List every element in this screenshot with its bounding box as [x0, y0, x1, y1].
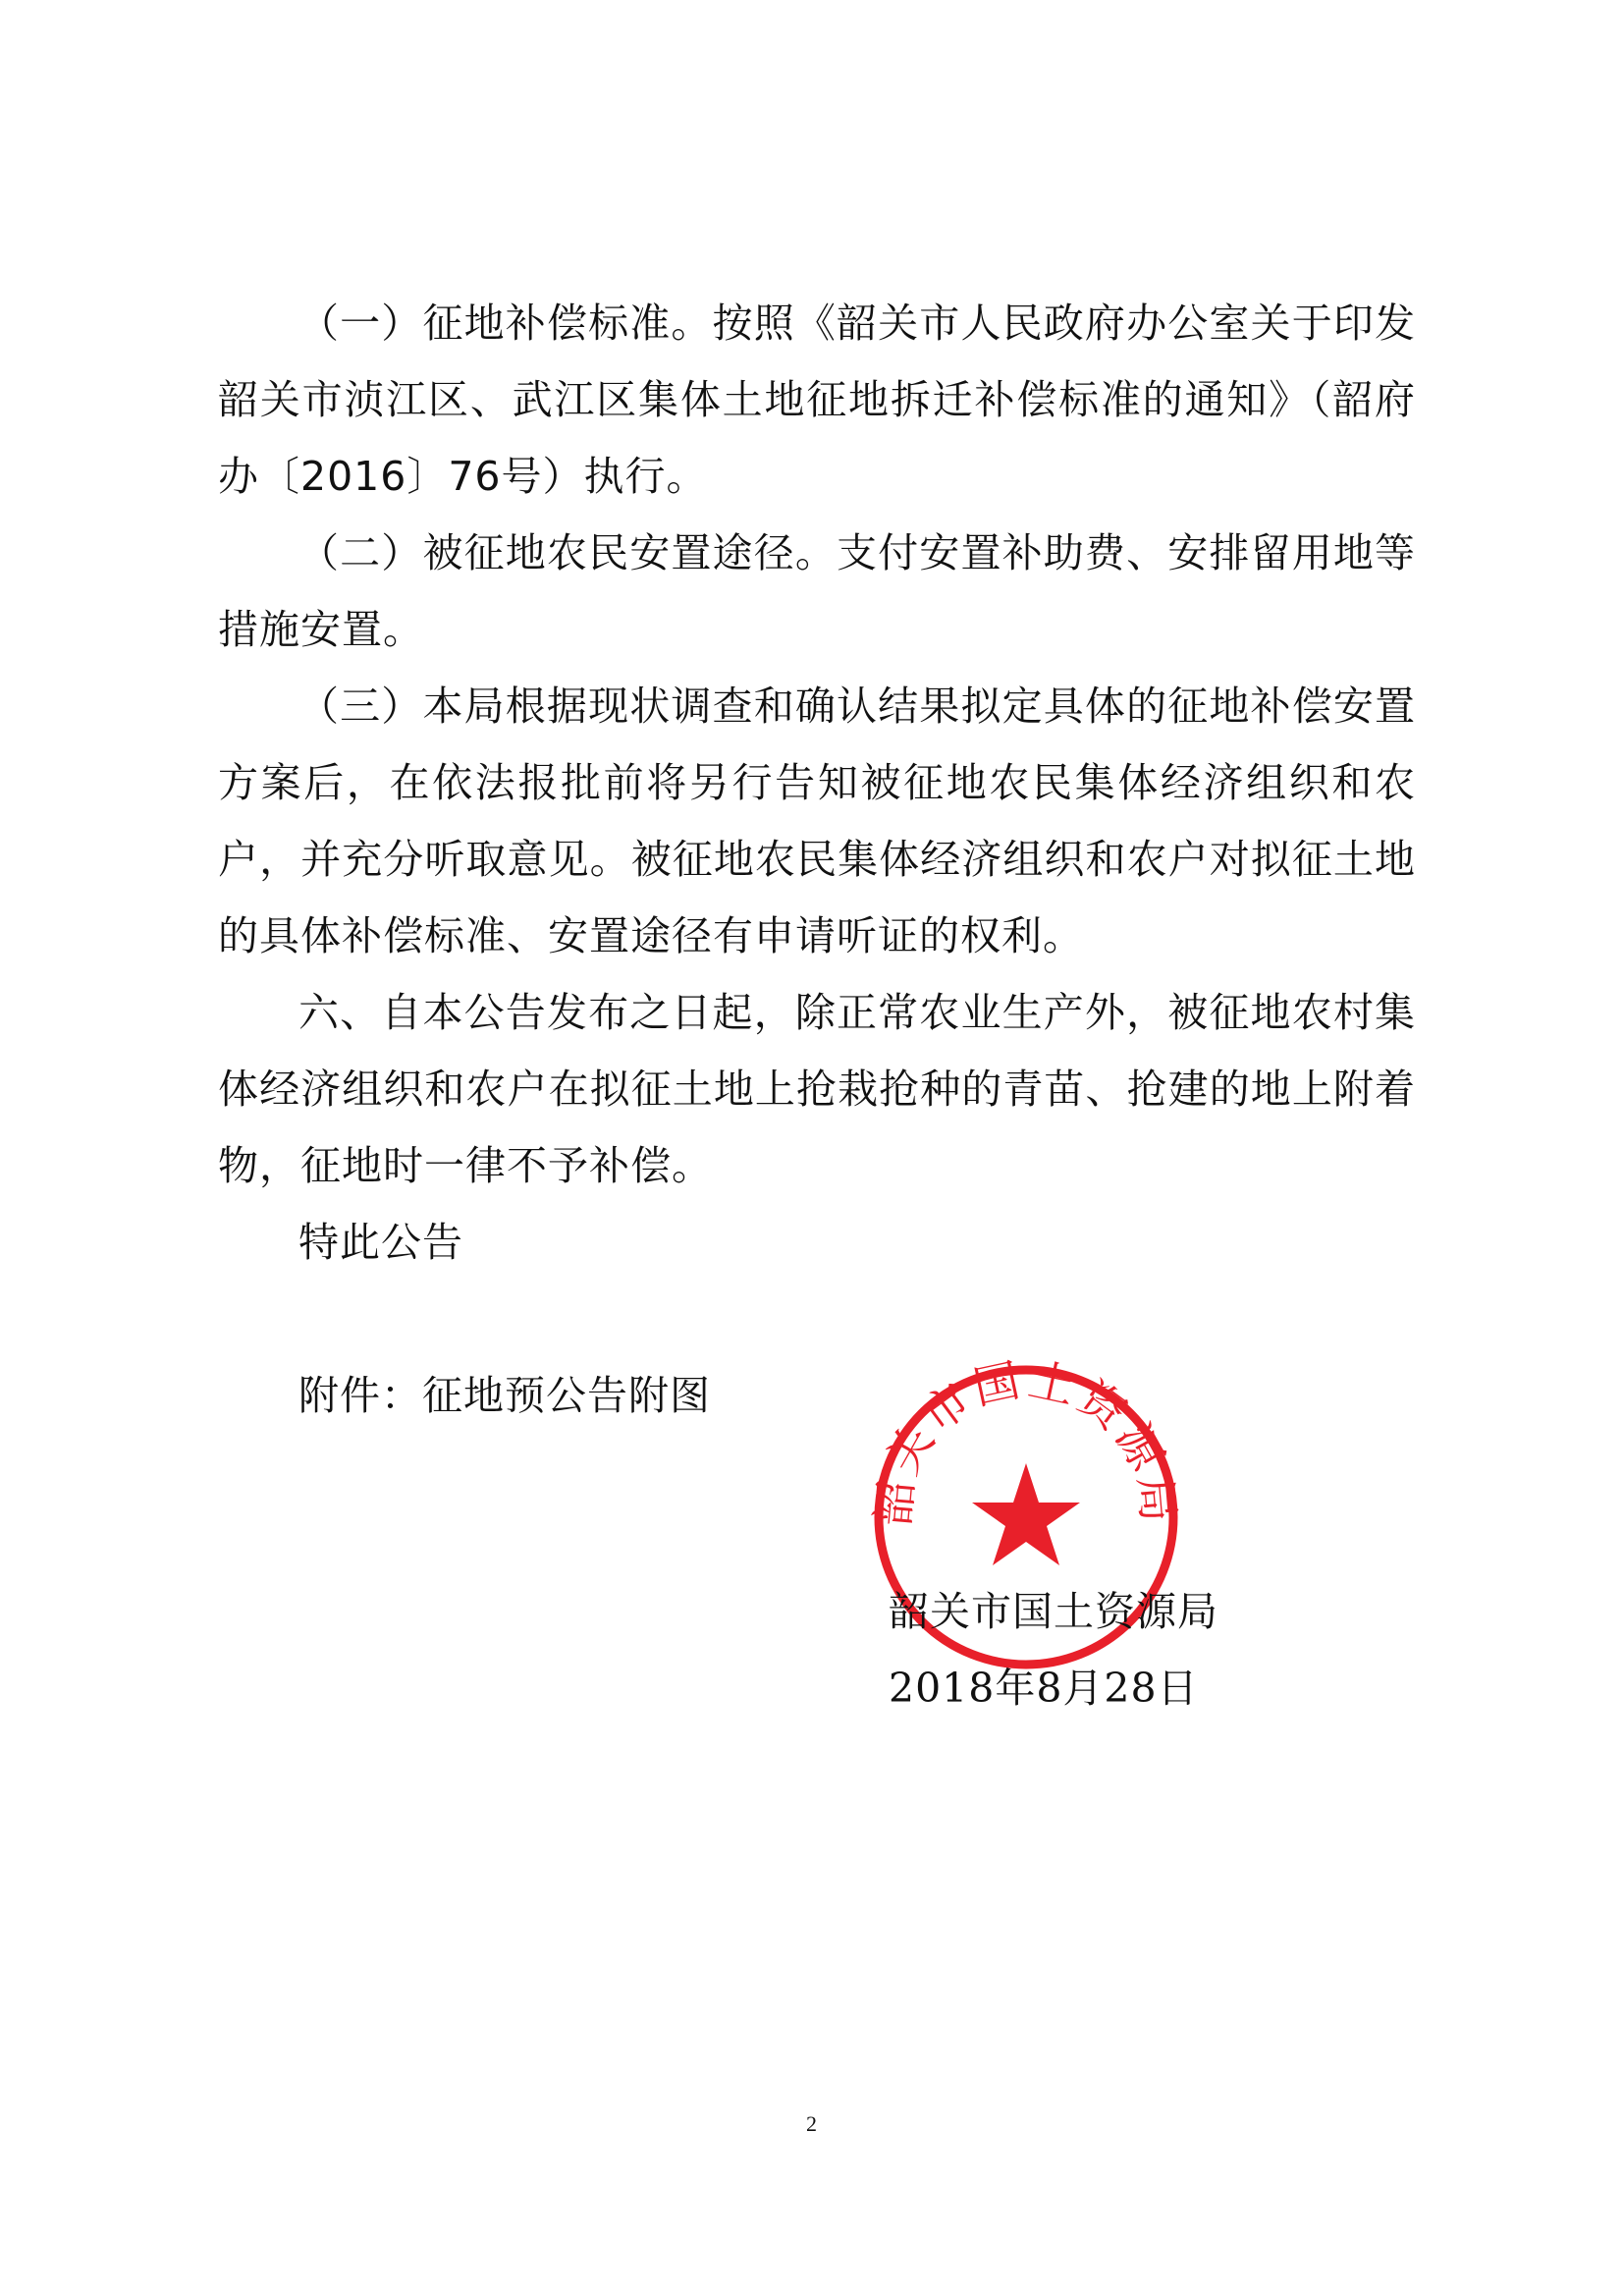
paragraph-resettlement-method: （二）被征地农民安置途径。支付安置补助费、安排留用地等措施安置。 — [218, 529, 1416, 653]
closing-statement: 特此公告 — [298, 1219, 463, 1266]
paragraph-hearing-rights: （三）本局根据现状调查和确认结果拟定具体的征地补偿安置方案后，在依法报批前将另行告知被征地农民集体经济组织和农户，并充分听取意见。被征地农民集体经济组织和农户对拟征土地的具体补偿标准、安置途径有申请听证的权利。 — [218, 683, 1416, 959]
attachment-note: 附件：征地预公告附图 — [298, 1372, 711, 1419]
seal-text: 韶关市国土资源局 — [866, 1355, 1186, 1528]
seal-star-icon — [972, 1463, 1080, 1565]
signature-issuer: 韶关市国土资源局 — [889, 1588, 1218, 1635]
issue-date: 2018年8月28日 — [889, 1665, 1199, 1712]
paragraph-compensation-standard: （一）征地补偿标准。按照《韶关市人民政府办公室关于印发韶关市浈江区、武江区集体土地征地拆迁补偿标准的通知》（韶府办〔2016〕76号）执行。 — [218, 300, 1416, 500]
paragraph-no-compensation-clause: 六、自本公告发布之日起，除正常农业生产外，被征地农村集体经济组织和农户在拟征土地上抢栽抢种的青苗、抢建的地上附着物，征地时一律不予补偿。 — [218, 989, 1416, 1189]
page-number: 2 — [806, 2111, 817, 2136]
